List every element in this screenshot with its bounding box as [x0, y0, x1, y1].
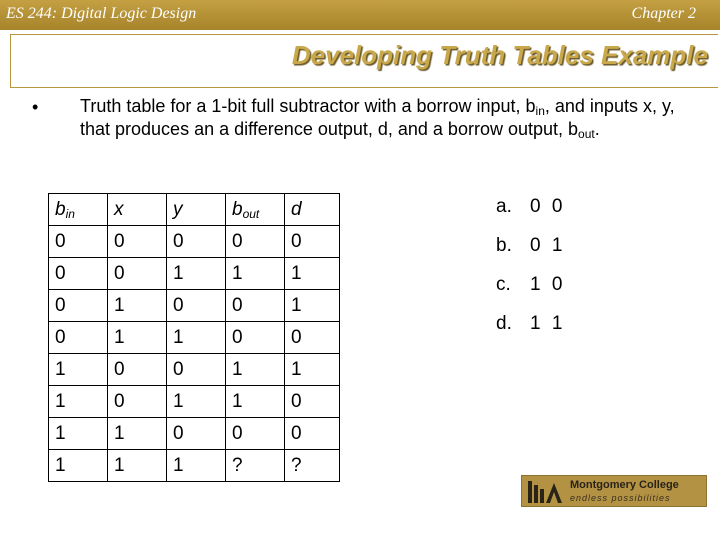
table-cell: 0	[49, 290, 108, 322]
table-row	[49, 386, 340, 418]
table-cell: 1	[167, 450, 226, 482]
table-cell: 1	[285, 258, 340, 290]
table-cell: 1	[108, 450, 167, 482]
header-y	[167, 194, 226, 226]
table-cell: 1	[285, 354, 340, 386]
table-cell: 0	[226, 290, 285, 322]
table-cell: 0	[167, 290, 226, 322]
left-rule	[10, 34, 11, 88]
header-b-in-main: b	[55, 198, 66, 220]
option-d-value: 1 1	[530, 313, 566, 334]
table-cell: 1	[49, 386, 108, 418]
table-cell: 0	[285, 226, 340, 258]
answer-options	[496, 196, 565, 352]
table-cell: 0	[285, 418, 340, 450]
option-b	[496, 235, 565, 274]
montgomery-college-logo-icon	[528, 481, 562, 503]
table-cell: 1	[108, 322, 167, 354]
bullet-sub-in: in	[535, 104, 545, 118]
table-cell: 0	[285, 322, 340, 354]
table-row	[49, 354, 340, 386]
table-cell: 0	[167, 354, 226, 386]
header-b-out-sub: out	[242, 206, 260, 221]
option-a-value: 0 0	[530, 196, 566, 217]
table-cell: 1	[108, 290, 167, 322]
logo-tagline: endless possibilities	[570, 493, 671, 503]
table-cell: 0	[49, 258, 108, 290]
course-title: ES 244: Digital Logic Design	[6, 5, 197, 22]
table-cell: ?	[285, 450, 340, 482]
table-cell: 1	[49, 418, 108, 450]
truth-table-header-row	[49, 194, 340, 226]
table-row	[49, 226, 340, 258]
table-cell: 1	[167, 322, 226, 354]
option-c	[496, 274, 565, 313]
bullet-marker: •	[32, 97, 39, 117]
truth-table	[48, 193, 340, 482]
truth-table-body	[49, 226, 340, 482]
table-cell: 1	[108, 418, 167, 450]
title-rule	[10, 87, 718, 88]
table-cell: 0	[108, 354, 167, 386]
logo-name: Montgomery College	[570, 479, 679, 491]
option-b-letter: b.	[496, 235, 512, 256]
table-cell: ?	[226, 450, 285, 482]
header-d-main: d	[291, 198, 302, 220]
option-d	[496, 313, 565, 352]
table-cell: 1	[167, 258, 226, 290]
table-cell: 0	[167, 418, 226, 450]
header-d	[285, 194, 340, 226]
header-b-out-main: b	[232, 198, 243, 220]
table-row	[49, 418, 340, 450]
header-x-main: x	[114, 198, 124, 220]
option-b-value: 0 1	[530, 235, 566, 256]
table-cell: 1	[226, 258, 285, 290]
table-row	[49, 322, 340, 354]
bullet-sub-out: out	[578, 127, 595, 141]
table-cell: 0	[108, 258, 167, 290]
table-cell: 1	[226, 386, 285, 418]
header-y-main: y	[173, 198, 183, 220]
table-cell: 1	[167, 386, 226, 418]
table-cell: 1	[49, 354, 108, 386]
header-b-in-sub: in	[65, 206, 75, 221]
bullet-text-part-3: .	[594, 119, 600, 139]
header-b-in	[49, 194, 108, 226]
table-row	[49, 258, 340, 290]
header-bar	[0, 0, 720, 30]
table-cell: 0	[285, 386, 340, 418]
table-cell: 0	[167, 226, 226, 258]
table-cell: 0	[226, 418, 285, 450]
montgomery-college-logo	[521, 475, 707, 507]
table-cell: 0	[49, 226, 108, 258]
table-cell: 0	[226, 226, 285, 258]
option-c-letter: c.	[496, 274, 511, 295]
table-cell: 1	[285, 290, 340, 322]
table-cell: 1	[49, 450, 108, 482]
slide-title: Developing Truth Tables Example	[291, 40, 708, 70]
table-cell: 0	[108, 386, 167, 418]
header-x	[108, 194, 167, 226]
bullet-text-part-1: Truth table for a 1-bit full subtractor with a borrow input, b	[80, 96, 536, 116]
option-c-value: 1 0	[530, 274, 566, 295]
option-d-letter: d.	[496, 313, 512, 334]
chapter-label: Chapter 2	[631, 5, 696, 22]
table-cell: 0	[49, 322, 108, 354]
table-cell: 1	[226, 354, 285, 386]
option-a-letter: a.	[496, 196, 512, 217]
bullet-text	[80, 95, 680, 141]
table-cell: 0	[226, 322, 285, 354]
table-row	[49, 450, 340, 482]
table-cell: 0	[108, 226, 167, 258]
bullet-text-part-2: , and inputs x, y, that produces an a difference output, d, and a borrow output, b	[80, 96, 675, 139]
option-a	[496, 196, 565, 235]
table-row	[49, 290, 340, 322]
header-b-out	[226, 194, 285, 226]
top-rule	[10, 34, 718, 35]
